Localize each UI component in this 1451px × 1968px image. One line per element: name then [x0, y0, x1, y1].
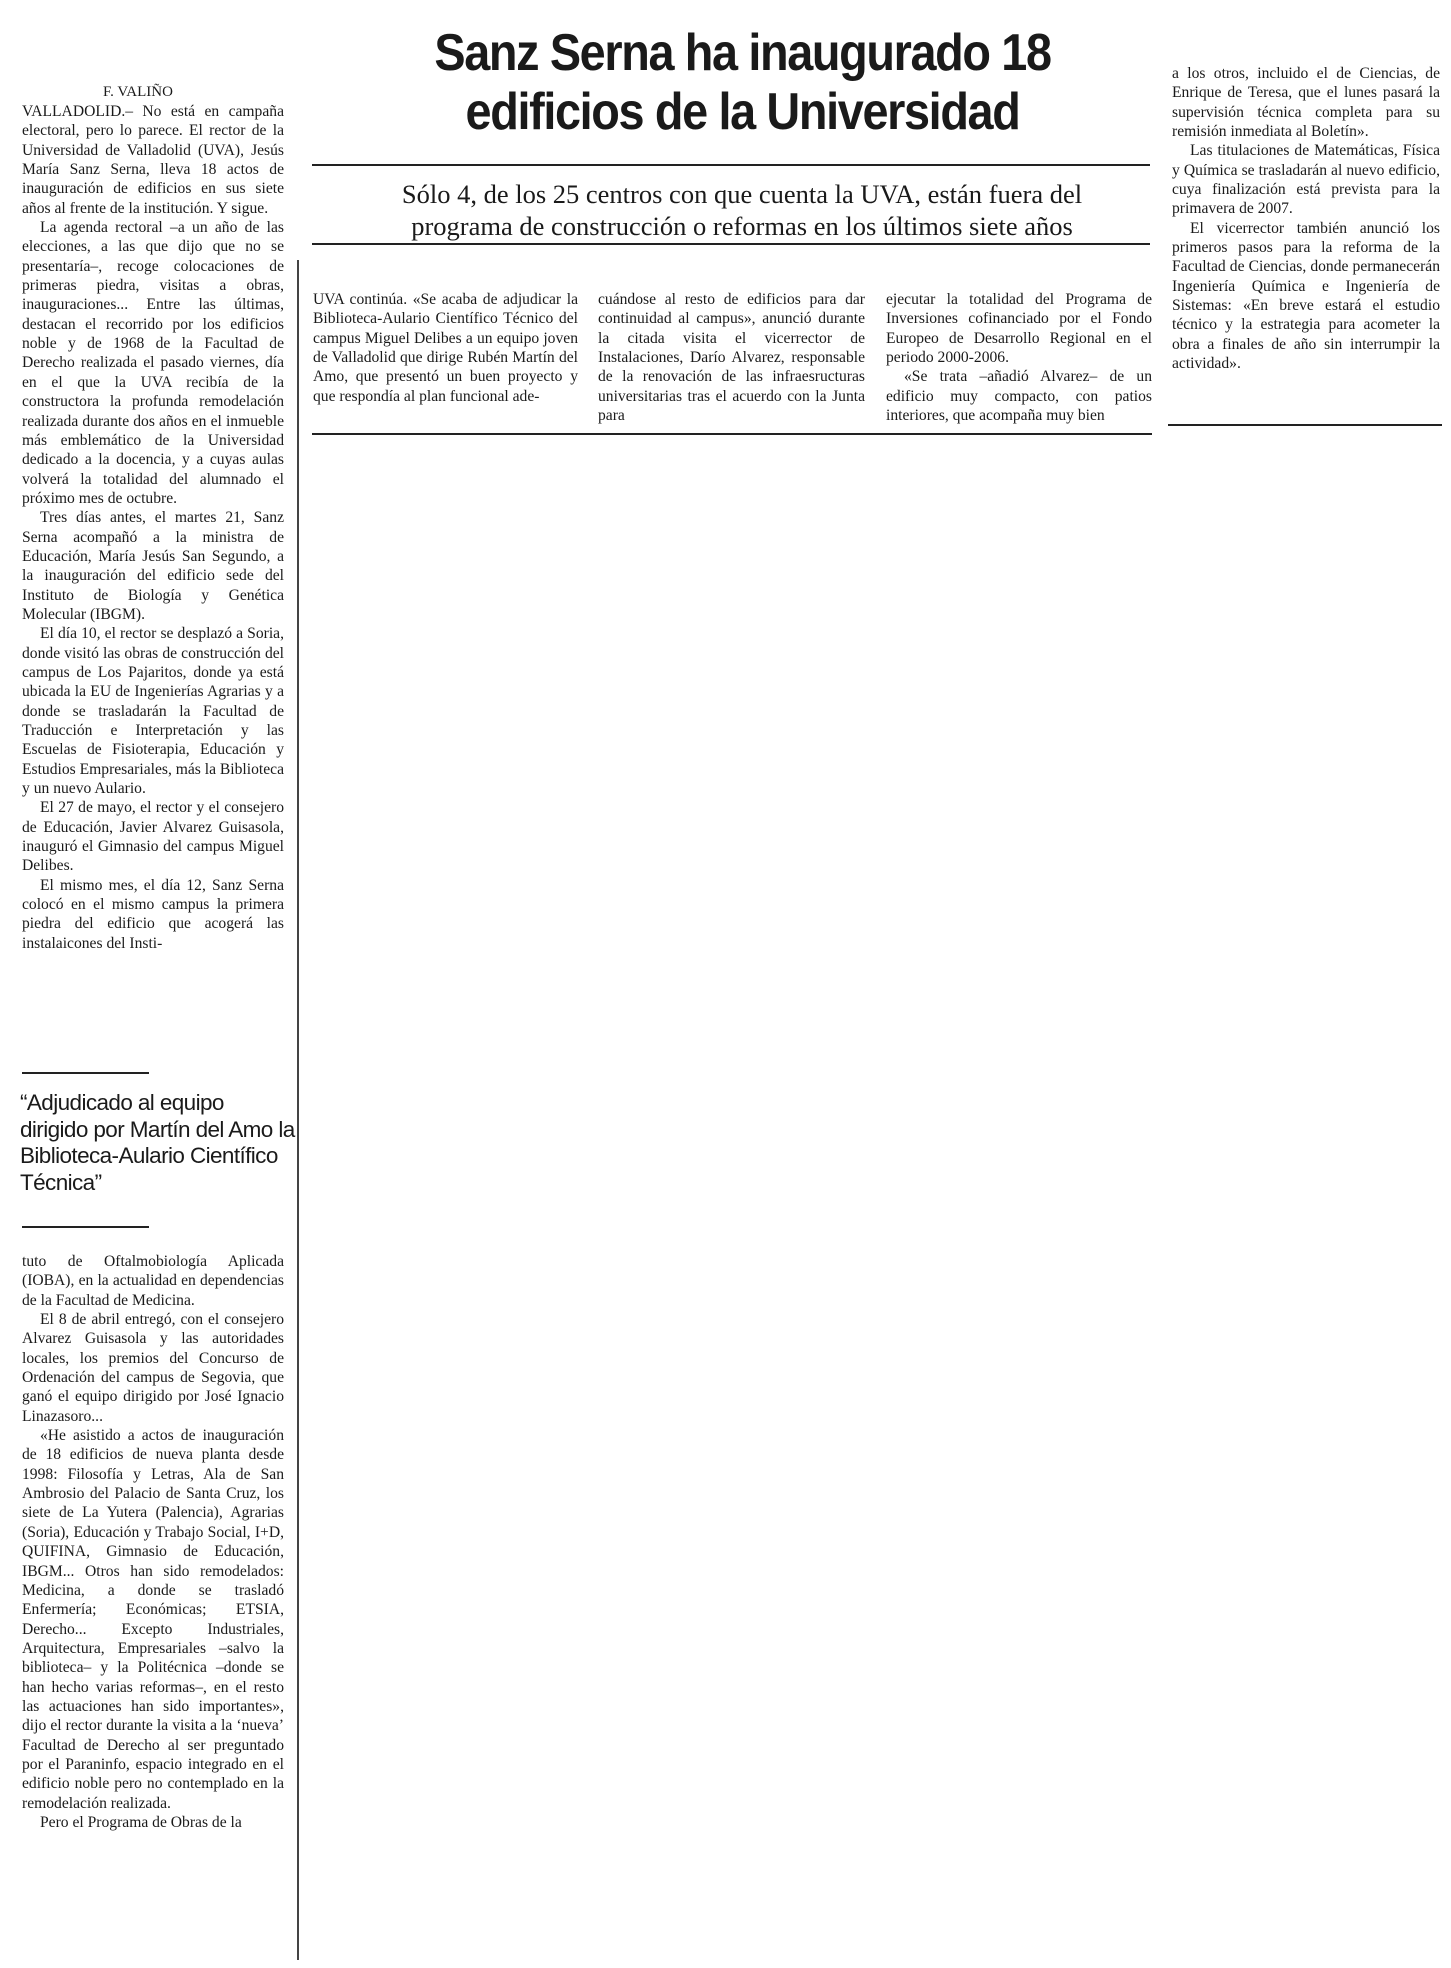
column-2 [313, 290, 578, 406]
paragraph: Pero el Programa de Obras de la [40, 1813, 242, 1831]
column-3 [598, 290, 865, 425]
headline-line-2: edificios de la Universidad [465, 83, 1020, 141]
subheadline [312, 178, 1172, 242]
body-bottom-rule [312, 433, 1152, 435]
paragraph: «Se trata –añadió Alvarez– de un edificio muy compacto, con patios interiores, que acompaña muy bien [886, 368, 1152, 425]
column-1-bottom [22, 1252, 284, 1832]
column-1-top [22, 102, 284, 953]
paragraph: Tres días antes, el martes 21, Sanz Serna acompañó a la ministra de Educación, María Jesús San Segundo, a la inauguración del edificio sede del Instituto de Biología y Genética Molecular (IBGM). [22, 509, 284, 623]
paragraph: VALLADOLID.– No está en campaña electoral, pero lo parece. El rector de la Universidad de Valladolid (UVA), Jesús María Sanz Serna, lleva 18 actos de inauguración de edificios en sus siete años al frente de la institución. Y sigue. [22, 103, 284, 217]
paragraph: El 8 de abril entregó, con el consejero Alvarez Guisasola y las autoridades locales, los premios del Concurso de Ordenación del campus de Segovia, que ganó el equipo dirigido por José Ignacio Linazasoro... [22, 1311, 284, 1425]
paragraph: El 27 de mayo, el rector y el consejero de Educación, Javier Alvarez Guisasola, inauguró el Gimnasio del campus Miguel Delibes. [22, 799, 284, 875]
paragraph: El mismo mes, el día 12, Sanz Serna colocó en el mismo campus la primera piedra del edificio que acogerá las instalaicones del Insti- [22, 876, 284, 952]
column-5 [1172, 64, 1440, 374]
column-5-bottom-rule [1168, 424, 1442, 426]
headline [344, 24, 1141, 142]
paragraph: cuándose al resto de edificios para dar continuidad al campus», anunció durante la citada visita el vicerrector de Instalaciones, Darío Alvarez, responsable de la renovación de las infraesructuras universitarias tras el acuerdo con la Junta para [598, 291, 865, 425]
subheadline-line-1: Sólo 4, de los 25 centros con que cuenta la UVA, están fuera del [401, 179, 1083, 209]
pullquote-bottom-rule [22, 1226, 149, 1228]
subheadline-bottom-rule [312, 243, 1150, 245]
pullquote-top-rule [22, 1072, 149, 1074]
headline-line-1: Sanz Serna ha inaugurado 18 [434, 24, 1051, 82]
paragraph: «He asistido a actos de inauguración de 18 edificios de nueva planta desde 1998: Filosofía y Letras, Ala de San Ambrosio del Palacio de Santa Cruz, los siete de La Yutera (Palencia), Agrarias (Soria), Educación y Trabajo Social, I+D, QUIFINA, Gimnasio de Educación, IBGM... Otros han sido remodelados: Medicina, a donde se trasladó Enfermería; Económicas; ETSIA, Derecho... Excepto Industriales, Arquitectura, Empresariales –salvo la biblioteca– y la Politécnica –donde se han hecho varias reformas–, en el resto las actuaciones han sido importantes», dijo el rector durante la visita a la ‘nueva’ Facultad de Derecho al ser preguntado por el Paraninfo, espacio integrado en el edificio noble pero no contemplado en la remodelación realizada. [22, 1427, 284, 1812]
paragraph: tuto de Oftalmobiología Aplicada (IOBA), en la actualidad en dependencias de la Facultad de Medicina. [22, 1253, 284, 1309]
pull-quote: “Adjudicado al equipo dirigido por Martín del Amo la Biblioteca-Aulario Científico Técnica” [20, 1090, 295, 1195]
paragraph: UVA continúa. «Se acaba de adjudicar la Biblioteca-Aulario Científico Técnico del campus Miguel Delibes a un equipo joven de Valladolid que dirige Rubén Martín del Amo, que presentó un buen proyecto y que respondía al plan funcional ade- [313, 291, 578, 405]
paragraph: El día 10, el rector se desplazó a Soria, donde visitó las obras de construcción del campus de Los Pajaritos, donde ya está ubicada la EU de Ingenierías Agrarias y a donde se trasladarán la Facultad de Traducción e Interpretación y las Escuelas de Fisioterapia, Educación y Estudios Empresariales, más la Biblioteca y un nuevo Aulario. [22, 625, 284, 798]
paragraph: El vicerrector también anunció los primeros pasos para la reforma de la Facultad de Ciencias, donde permanecerán Ingeniería Química e Ingeniería de Sistemas: «En breve estará el estudio técnico y la estrategia para acometer la obra a finales de año sin interrumpir la actividad». [1172, 219, 1440, 373]
subheadline-top-rule [312, 164, 1150, 166]
subheadline-line-2: programa de construcción o reformas en los últimos siete años [411, 211, 1073, 241]
paragraph: ejecutar la totalidad del Programa de Inversiones cofinanciado por el Fondo Europeo de Desarrollo Regional en el periodo 2000-2006. [886, 291, 1152, 367]
paragraph: Las titulaciones de Matemáticas, Física y Química se trasladarán al nuevo edificio, cuya finalización está prevista para la primavera de 2007. [1172, 142, 1440, 218]
paragraph: La agenda rectoral –a un año de las elecciones, a las que dijo que no se presentaría–, recoge colocaciones de primeras piedra, visitas a obras, inauguraciones... Entre las últimas, destacan el recorrido por los edificios noble y de 1968 de la Facultad de Derecho realizada el pasado viernes, día en el que la UVA recibía de la constructora la profunda remodelación realizada durante dos años en el inmueble más emblemático de la Universidad dedicado a la docencia, y a cuyas aulas volverá la totalidad del alumnado el próximo mes de octubre. [22, 219, 284, 507]
column-4 [886, 290, 1152, 425]
paragraph: a los otros, incluido el de Ciencias, de Enrique de Teresa, que el lunes pasará la supervisión técnica completa para su remisión inmediata al Boletín». [1172, 65, 1440, 141]
column-divider [297, 260, 299, 1960]
byline: F. VALIÑO [103, 84, 173, 100]
